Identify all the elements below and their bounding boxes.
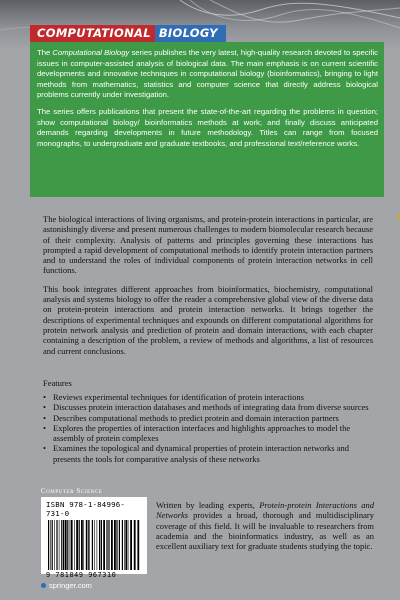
barcode-bar <box>74 520 75 570</box>
barcode-bar <box>130 520 132 570</box>
barcode-bar <box>128 520 129 570</box>
publisher-logo <box>41 581 92 590</box>
barcode-bar <box>63 520 64 570</box>
feature-item: • Reviews experimental techniques for identification of protein interactions <box>43 392 373 402</box>
series-description-paragraph-1: The Computational Biology series publishes the very latest, high-quality research devoted to specific issues in computer-assisted analysis of biological data. The main emphasis is on current scientific developments and innovative techniques in computational biology (bioinformatics), bringing to light methods from mathematics, statistics and computer science that directly address biological problems currently under investigation. <box>37 48 379 100</box>
barcode-bar <box>71 520 73 570</box>
barcode-bar <box>67 520 68 570</box>
barcode-bar <box>79 520 80 570</box>
barcode-bar <box>61 520 62 570</box>
barcode-bar <box>88 520 89 570</box>
barcode-bar <box>56 520 57 570</box>
barcode-bar <box>116 520 117 570</box>
barcode-bar <box>109 520 110 570</box>
barcode-bar <box>125 520 127 570</box>
barcode-bar <box>81 520 83 570</box>
barcode-bar <box>111 520 113 570</box>
feature-item: • Discusses protein interaction databases and methods of integrating data from diverse sources <box>43 402 373 412</box>
barcode-bar <box>65 520 67 570</box>
book-description-paragraph-2: This book integrates different approaches from bioinformatics, biochemistry, computational analysis and systems biology to offer the reader a comprehensive global view of the diverse data on protein-protein interactions and protein interaction networks. It brings together the descriptions of experimental techniques and expounds on different computational algorithms for protein network analysis and prediction of protein and domain interactions, with each chapter containing a description of the problem, a review of methods and algorithms, a list of resources and current conclusions. <box>43 283 373 356</box>
barcode-bar <box>137 520 139 570</box>
feature-item: • Examines the topological and dynamical properties of protein interaction networks and presents the tools for comparative analysis of these networks <box>43 443 373 464</box>
barcode-bar <box>70 520 71 570</box>
barcode-bar <box>59 520 60 570</box>
series-description-paragraph-2: The series offers publications that present the state-of-the-art regarding the problems in question; show computational biology/ bioinformatics methods at work; and finally discuss anticipated demands regarding developments in future methodology. Titles can range from focused monographs, to undergraduate and graduate textbooks, and professional text/reference works. <box>37 106 378 148</box>
features-heading: Features <box>43 378 72 388</box>
barcode-bar <box>114 520 116 570</box>
isbn-text: ISBN 978-1-84996-731-0 <box>46 500 126 518</box>
barcode-bar <box>97 520 98 570</box>
barcode-bar <box>89 520 90 570</box>
series-name-italic: Computational Biology <box>52 48 130 57</box>
feature-item: • Explores the properties of interaction interfaces and highlights approaches to model the assembly of protein complexes <box>43 423 373 444</box>
book-description <box>43 214 373 364</box>
feature-item: • Describes computational methods to predict protein and domain interaction partners <box>43 413 373 423</box>
barcode-bar <box>124 520 125 570</box>
barcode-bar <box>106 520 107 570</box>
barcode-bar <box>119 520 120 570</box>
book-title-italic: Protein-protein Interactions and Networks <box>156 500 374 521</box>
barcode-box <box>41 497 147 579</box>
series-title-bar <box>30 25 384 42</box>
barcode-bar <box>50 520 51 570</box>
series-title-computational: COMPUTATIONAL <box>30 25 155 42</box>
barcode-bar <box>134 520 136 570</box>
subject-category-label: Computer Science <box>41 488 103 495</box>
barcode-bar <box>101 520 102 570</box>
page-edge-arrow-icon <box>396 213 400 221</box>
barcode-bar <box>94 520 95 570</box>
barcode-bar <box>83 520 84 570</box>
barcode-bar <box>122 520 123 570</box>
springer-logo-icon <box>41 583 46 588</box>
barcode-graphic <box>46 520 142 570</box>
barcode-number: 9 781849 967310 <box>46 571 117 579</box>
barcode-bar <box>48 520 49 570</box>
barcode-bar <box>54 520 55 570</box>
series-description-box <box>30 42 384 197</box>
barcode-bar <box>76 520 78 570</box>
barcode-bar <box>107 520 108 570</box>
barcode-bar <box>52 520 53 570</box>
book-description-paragraph-1: The biological interactions of living organisms, and protein-protein interactions in particular, are astonishingly diverse and present numerous challenges to modern biomolecular research because of their complexity. Analysis of patterns and principles governing these interactions has prompted a rapid development of computational methods to identify protein interaction partners and to understand the roles of individual components of protein interaction networks in cell functions. <box>43 214 373 276</box>
barcode-bar <box>99 520 100 570</box>
closing-paragraph: Written by leading experts, Protein-protein Interactions and Networks provides a broad, thorough and multidisciplinary coverage of this field. It will be invaluable to researchers from academia and the bioinformatics industry, as well as an excellent auxiliary text for graduate students studying the topic. <box>156 500 374 552</box>
features-list <box>43 392 373 464</box>
barcode-bar <box>92 520 93 570</box>
barcode-bar <box>86 520 87 570</box>
series-title-biology: BIOLOGY <box>155 25 226 42</box>
publisher-url: springer.com <box>49 581 92 590</box>
barcode-bar <box>103 520 105 570</box>
